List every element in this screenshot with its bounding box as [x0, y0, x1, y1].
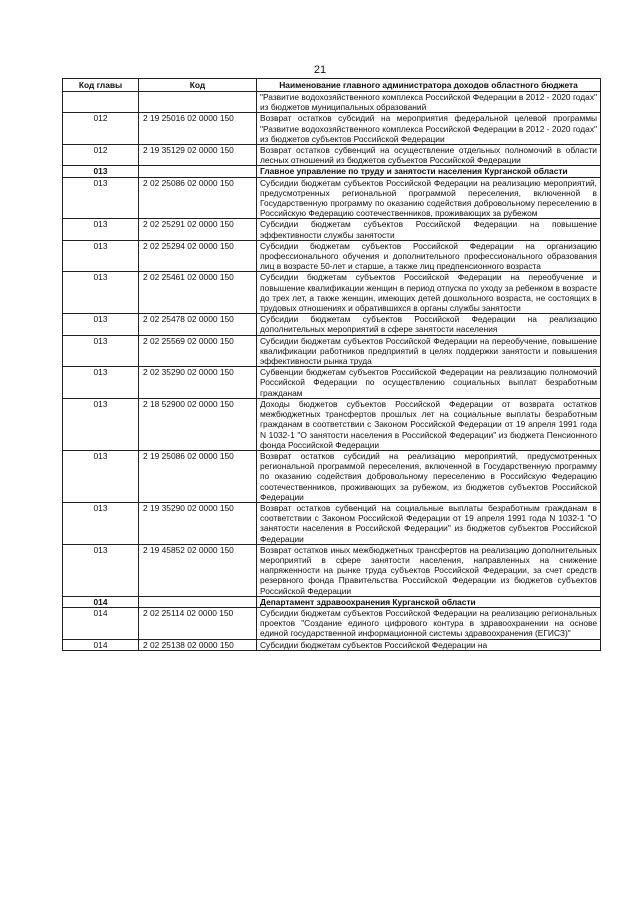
cell-revenue-code: 2 02 35290 02 0000 150 [139, 367, 257, 399]
table-row [63, 145, 601, 166]
cell-revenue-name: Возврат остатков субвенций на осуществление отдельных полномочий в области лесных отношений из бюджетов субъектов Российской Федерации [257, 145, 601, 166]
cell-revenue-name: Субсидии бюджетам субъектов Российской Федерации на реализацию мероприятий, предусмотренных региональной программой переселения, включенной в Государственную программу по оказанию содействия добровольному переселению в Российскую Федерацию соотечественников, проживающих за рубежом [257, 177, 601, 219]
cell-chapter-code: 013 [63, 177, 139, 219]
cell-revenue-name: Субсидии бюджетам субъектов Российской Федерации на [257, 639, 601, 650]
table-row [63, 177, 601, 219]
cell-chapter-code: 012 [63, 113, 139, 145]
header-code: Код [139, 79, 257, 92]
cell-chapter-code: 013 [63, 272, 139, 314]
cell-chapter-code: 014 [63, 607, 139, 639]
table-row [63, 502, 601, 544]
cell-revenue-code: 2 02 25291 02 0000 150 [139, 219, 257, 240]
cell-revenue-code: 2 02 25569 02 0000 150 [139, 335, 257, 367]
page-number: 21 [313, 64, 327, 76]
table-row [63, 398, 601, 450]
cell-chapter-code: 013 [63, 450, 139, 502]
cell-chapter-code: 013 [63, 398, 139, 450]
table-row [63, 607, 601, 639]
cell-chapter-code [63, 92, 139, 113]
cell-revenue-code: 2 19 25016 02 0000 150 [139, 113, 257, 145]
table-row [63, 367, 601, 399]
table-row [63, 92, 601, 113]
cell-chapter-code: 013 [63, 367, 139, 399]
cell-revenue-name: Субсидии бюджетам субъектов Российской Федерации на переобучение и повышение квалификации женщин в период отпуска по уходу за ребенком в возрасте до трех лет, а также женщин, имеющих детей дошкольного возраста, не состоящих в трудовых отношениях и обратившихся в органы службы занятости [257, 272, 601, 314]
cell-revenue-name: Субсидии бюджетам субъектов Российской Федерации на реализацию дополнительных мероприятий в сфере занятости населения [257, 314, 601, 335]
cell-revenue-code: 2 02 25114 02 0000 150 [139, 607, 257, 639]
cell-revenue-code: 2 02 25478 02 0000 150 [139, 314, 257, 335]
cell-revenue-code: 2 02 25086 02 0000 150 [139, 177, 257, 219]
cell-revenue-code: 2 02 25461 02 0000 150 [139, 272, 257, 314]
cell-revenue-code: 2 19 45852 02 0000 150 [139, 544, 257, 596]
cell-revenue-code: 2 19 25086 02 0000 150 [139, 450, 257, 502]
table-row [63, 314, 601, 335]
cell-revenue-name: Возврат остатков субвенций на социальные выплаты безработным гражданам в соответствии с Законом Российской Федерации от 19 апреля 1991 года N 1032-1 "О занятости населения в Российской Федерации" из бюджетов субъектов Российской Федерации [257, 502, 601, 544]
cell-chapter-code: 012 [63, 145, 139, 166]
table-row [63, 544, 601, 596]
cell-chapter-code: 013 [63, 314, 139, 335]
cell-revenue-name: Возврат остатков иных межбюджетных трансфертов на реализацию дополнительных мероприятий в сфере занятости населения, направленных на снижение напряженности на рынке труда субъектов Российской Федерации, за счет средств резервного фонда Правительства Российской Федерации из бюджетов субъектов Российской Федерации [257, 544, 601, 596]
cell-revenue-code: 2 19 35290 02 0000 150 [139, 502, 257, 544]
cell-revenue-name: Возврат остатков субсидий на реализацию мероприятий, предусмотренных региональной программой переселения, включенной в Государственную программу по оказанию содействия добровольному переселению в Российскую Федерацию соотечественников, проживающих за рубежом, из бюджетов субъектов Российской Федерации [257, 450, 601, 502]
cell-revenue-code: 2 02 25294 02 0000 150 [139, 240, 257, 272]
cell-revenue-name: Субсидии бюджетам субъектов Российской Федерации на повышение эффективности службы занятости [257, 219, 601, 240]
cell-revenue-name: Субсидии бюджетам субъектов Российской Федерации на организацию профессионального обучения и дополнительного профессионального образования лиц в возрасте 50-лет и старше, а также лиц предпенсионного возраста [257, 240, 601, 272]
table-header-row [63, 79, 601, 92]
cell-revenue-code: 2 02 25138 02 0000 150 [139, 639, 257, 650]
cell-revenue-name: Доходы бюджетов субъектов Российской Федерации от возврата остатков межбюджетных трансфертов прошлых лет на социальные выплаты безработным гражданам в соответствии с Законом Российской Федерации от 19 апреля 1991 года N 1032-1 "О занятости населения в Российской Федерации" из бюджета Пенсионного фонда Российской Федерации [257, 398, 601, 450]
header-code-chapter: Код главы [63, 79, 139, 92]
cell-revenue-name: Субсидии бюджетам субъектов Российской Федерации на переобучение, повышение квалификации работников предприятий в целях поддержки занятости и повышения эффективности рынка труда [257, 335, 601, 367]
cell-revenue-name: Возврат остатков субсидий на мероприятия федеральной целевой программы "Развитие водохозяйственного комплекса Российской Федерации в 2012 - 2020 годах" из бюджетов субъектов Российской Федерации [257, 113, 601, 145]
cell-chapter-code: 013 [63, 335, 139, 367]
table-row [63, 335, 601, 367]
cell-revenue-name: Субсидии бюджетам субъектов Российской Федерации на реализацию региональных проектов "Создание единого цифрового контура в здравоохранении на основе единой государственной информационной системы здравоохранения (ЕГИСЗ)" [257, 607, 601, 639]
cell-revenue-code: 2 19 35129 02 0000 150 [139, 145, 257, 166]
cell-chapter-code: 013 [63, 166, 139, 177]
cell-chapter-code: 013 [63, 219, 139, 240]
cell-revenue-name: "Развитие водохозяйственного комплекса Российской Федерации в 2012 - 2020 годах" из бюджетов муниципальных образований [257, 92, 601, 113]
cell-revenue-code [139, 92, 257, 113]
header-name: Наименование главного администратора доходов областного бюджета [257, 79, 601, 92]
cell-chapter-code: 014 [63, 596, 139, 607]
cell-chapter-code: 013 [63, 544, 139, 596]
table-row [63, 240, 601, 272]
table-section-row [63, 166, 601, 177]
cell-revenue-name: Субвенции бюджетам субъектов Российской Федерации на реализацию полномочий Российской Федерации по осуществлению социальных выплат безработным гражданам [257, 367, 601, 399]
table-section-row [63, 596, 601, 607]
table-row [63, 272, 601, 314]
table-row [63, 450, 601, 502]
table-row [63, 113, 601, 145]
cell-revenue-code [139, 596, 257, 607]
cell-revenue-code [139, 166, 257, 177]
revenue-administrators-table [62, 78, 601, 651]
cell-chapter-code: 013 [63, 240, 139, 272]
cell-chapter-code: 013 [63, 502, 139, 544]
cell-revenue-name: Департамент здравоохранения Курганской области [257, 596, 601, 607]
cell-revenue-name: Главное управление по труду и занятости населения Курганской области [257, 166, 601, 177]
table-row [63, 219, 601, 240]
table-row [63, 639, 601, 650]
cell-revenue-code: 2 18 52900 02 0000 150 [139, 398, 257, 450]
cell-chapter-code: 014 [63, 639, 139, 650]
